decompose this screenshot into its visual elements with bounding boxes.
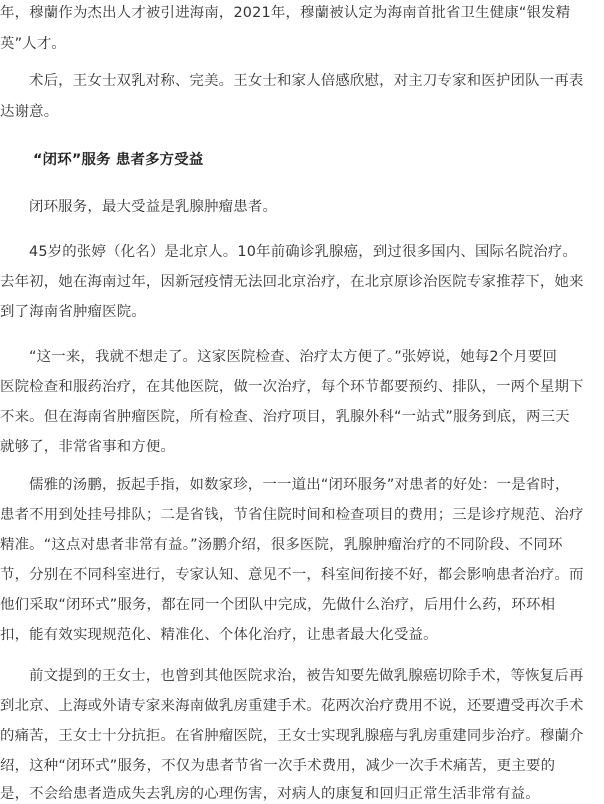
paragraph-line: 节，分别在不同科室进行，专家认知、意见不一，科室间衔接不好，都会影响患者治疗。而	[0, 567, 584, 583]
paragraph-line: 达谢意。	[0, 104, 59, 120]
paragraph-line: 儒雅的汤鹏，扳起手指，如数家珍，一一道出“闭环服务”对患者的好处：一是省时，	[29, 477, 570, 493]
paragraph-line: 患者不用到处挂号排队；二是省钱，节省住院时间和检查项目的费用；三是诊疗规范、治疗	[0, 507, 584, 523]
section-heading: “闭环”服务 患者多方受益	[33, 152, 204, 168]
paragraph-line: 他们采取“闭环式”服务，都在同一个团队中完成，先做什么治疗，后用什么药，环环相	[0, 597, 556, 613]
paragraph-line: 英”人才。	[0, 36, 67, 52]
paragraph-line: 精准。“这点对患者非常有益。”汤鹏介绍，很多医院，乳腺肿瘤治疗的不同阶段、不同环	[0, 537, 563, 553]
paragraph-line: 年，穆蘭作为杰出人才被引进海南，2021年，穆蘭被认定为海南首批省卫生健康“银发精	[0, 5, 571, 21]
paragraph-line: 医院检查和服药治疗，在其他医院，做一次治疗，每个环节都要预约、排队，一两个星期下	[0, 379, 584, 395]
paragraph-line: 的痛苦，王女士十分抗拒。在省肿瘤医院，王女士实现乳腺癌与乳房重建同步治疗。穆蘭介	[0, 728, 584, 744]
paragraph-line: 不来。但在海南省肿瘤医院，所有检查、治疗项目，乳腺外科“一站式”服务到底，两三天	[0, 409, 570, 425]
paragraph-line: “这一来，我就不想走了。这家医院检查、治疗太方便了。”张婷说，她每2个月要回	[29, 349, 558, 365]
paragraph-line: 到北京、上海或外请专家来海南做乳房重建手术。花两次治疗费用不说，还要遭受再次手术	[0, 698, 584, 714]
paragraph-line: 就够了，非常省事和方便。	[0, 439, 176, 455]
paragraph-line: 45岁的张婷（化名）是北京人。10年前确诊乳腺癌，到过很多国内、国际名院治疗。	[29, 244, 578, 260]
paragraph-line: 到了海南省肿瘤医院。	[0, 304, 146, 320]
paragraph-line: 术后，王女士双乳对称、完美。王女士和家人倍感欣慰，对主刀专家和医护团队一再表	[29, 73, 584, 89]
paragraph-line: 扣，能有效实现规范化、精准化、个体化治疗，让患者最大化受益。	[0, 627, 438, 643]
paragraph-line: 去年初，她在海南过年，因新冠疫情无法回北京治疗，在北京原诊治医院专家推荐下，她来	[0, 274, 584, 290]
paragraph-line: 闭环服务，最大受益是乳腺肿瘤患者。	[29, 199, 278, 215]
paragraph-line: 绍，这种“闭环式”服务，不仅为患者节省一次手术费用，减少一次手术痛苦，更主要的	[0, 758, 556, 774]
paragraph-line: 是，不会给患者造成失去乳房的心理伤害，对病人的康复和回归正常生活非常有益。	[0, 786, 540, 802]
paragraph-line: 前文提到的王女士，也曾到其他医院求治，被告知要先做乳腺癌切除手术，等恢复后再	[29, 668, 584, 684]
